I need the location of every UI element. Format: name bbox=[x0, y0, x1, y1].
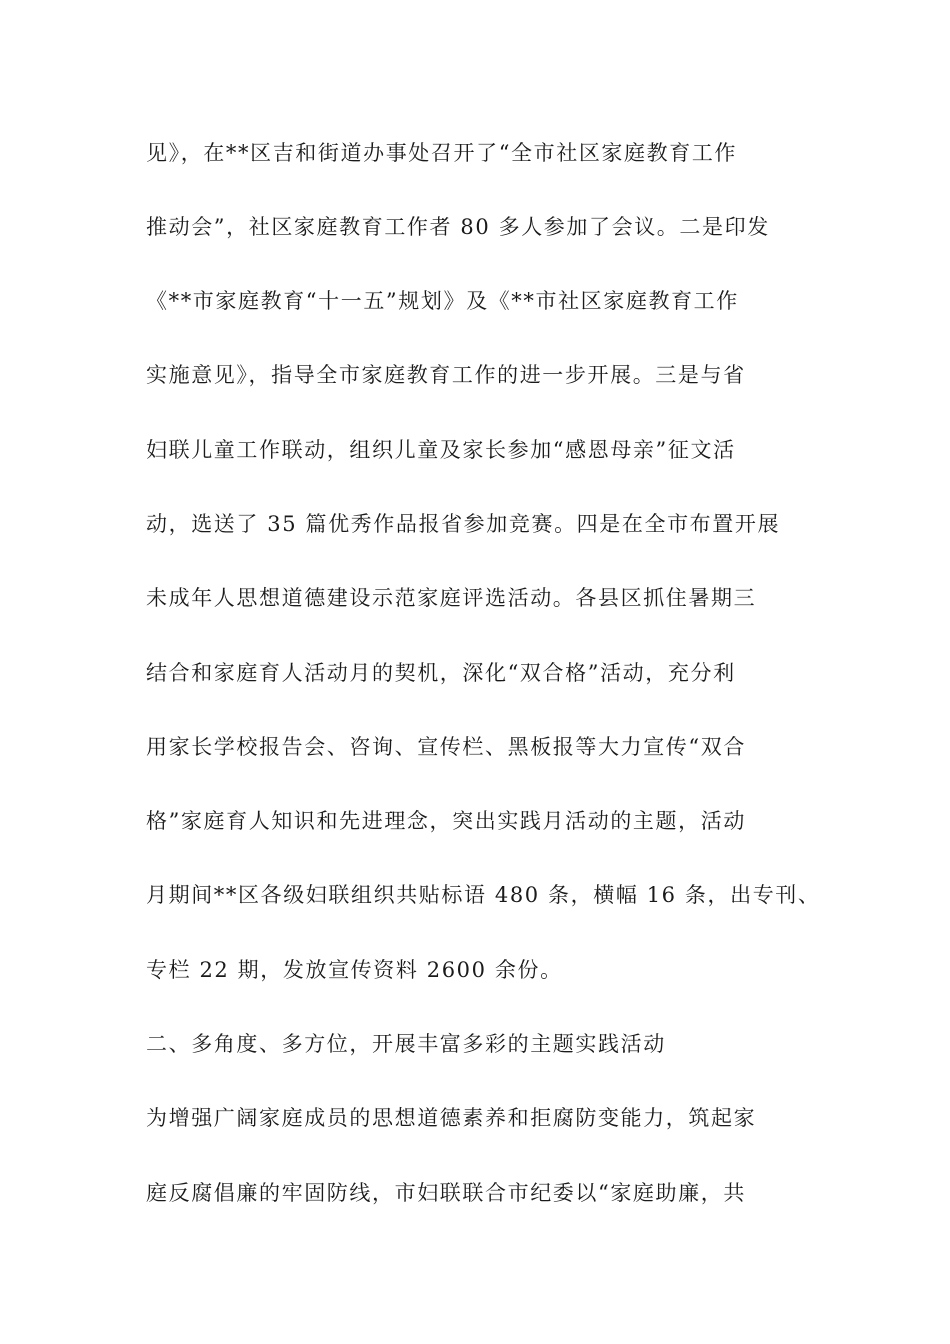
section-heading: 二、多角度、多方位，开展丰富多彩的主题实践活动 bbox=[146, 1032, 666, 1056]
text-line: 《**市家庭教育“十一五”规划》及《**市社区家庭教育工作 bbox=[146, 289, 739, 313]
text-line: 实施意见》，指导全市家庭教育工作的进一步开展。三是与省 bbox=[146, 363, 746, 387]
text-line: 推动会”，社区家庭教育工作者 80 多人参加了会议。二是印发 bbox=[146, 215, 770, 239]
text-line: 格”家庭育人知识和先进理念，突出实践月活动的主题，活动 bbox=[146, 809, 746, 833]
text-line: 结合和家庭育人活动月的契机，深化“双合格”活动，充分利 bbox=[146, 661, 736, 685]
text-line: 见》，在**区吉和街道办事处召开了“全市社区家庭教育工作 bbox=[146, 141, 738, 165]
text-line: 未成年人思想道德建设示范家庭评选活动。各县区抓住暑期三 bbox=[146, 586, 757, 610]
text-line: 专栏 22 期，发放宣传资料 2600 余份。 bbox=[146, 958, 563, 982]
text-line: 用家长学校报告会、咨询、宣传栏、黑板报等大力宣传“双合 bbox=[146, 735, 746, 759]
text-line: 庭反腐倡廉的牢固防线，市妇联联合市纪委以“家庭助廉，共 bbox=[146, 1181, 746, 1205]
text-line: 妇联儿童工作联动，组织儿童及家长参加“感恩母亲”征文活 bbox=[146, 438, 736, 462]
text-line: 月期间**区各级妇联组织共贴标语 480 条，横幅 16 条，出专刊、 bbox=[146, 883, 821, 907]
text-line: 为增强广阔家庭成员的思想道德素养和拒腐防变能力，筑起家 bbox=[146, 1106, 757, 1130]
text-line: 动，选送了 35 篇优秀作品报省参加竞赛。四是在全市布置开展 bbox=[146, 512, 781, 536]
